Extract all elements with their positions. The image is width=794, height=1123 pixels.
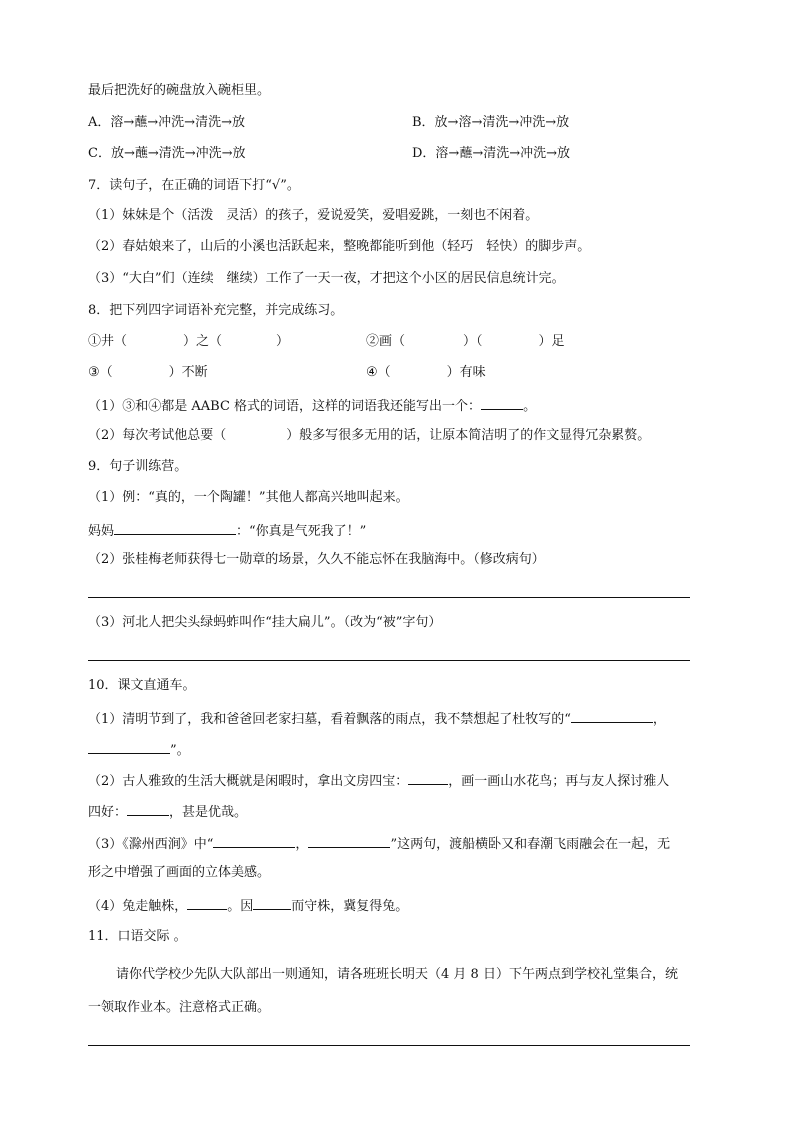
q10-sub-2 (88, 770, 669, 791)
q10-sub-3-end: ”这两句，渡船横卧又和春潮飞雨融会在一起，无 (390, 837, 671, 852)
q10-sub-2-l2-pre: 四好： (88, 805, 128, 820)
q8-idiom-4-end: ）有味 (446, 365, 486, 380)
q8-sub-2-text: （2）每次考试他总要（ (88, 428, 227, 443)
q11-title: 11．口语交际 。 (88, 929, 187, 944)
answer-line[interactable] (88, 1045, 690, 1046)
q8-idiom-1-end: ） (276, 334, 290, 349)
q10-sub-2-l2-end: ，甚是优哉。 (169, 805, 248, 820)
q10-sub-2-text: （2）古人雅致的生活大概就是闲暇时，拿出文房四宝： (88, 774, 409, 789)
q10-sub-1 (88, 708, 666, 729)
q11-paragraph-line-2: 一领取作业本。注意格式正确。 (88, 1000, 271, 1015)
q8-idiom-4 (366, 364, 486, 382)
answer-blank[interactable] (308, 833, 390, 848)
q10-sub-3-text: （3）《滁州西涧》中“ (88, 837, 214, 852)
q7-title: 7．读句子，在正确的词语下打“√”。 (88, 178, 300, 193)
answer-line[interactable] (88, 597, 690, 598)
answer-blank[interactable] (127, 801, 169, 816)
q9-sub-3: （3）河北人把尖头绿蚂蚱叫作“挂大扁儿”。（改为“被”字句） (88, 615, 442, 630)
q8-idiom-3 (88, 364, 208, 382)
q8-idiom-1 (88, 333, 289, 351)
q7-item-1: （1）妹妹是个（活泼 灵活）的孩子，爱说爱笑，爱唱爱跳，一刻也不闲着。 (88, 208, 539, 223)
q8-sub-1 (88, 395, 536, 416)
q8-title: 8．把下列四字词语补充完整，并完成练习。 (88, 303, 344, 318)
q9-sub-2: （2）张桂梅老师获得七一勋章的场景，久久不能忘怀在我脑海中。（修改病句） (88, 552, 545, 567)
q8-idiom-2-end: ）足 (538, 334, 565, 349)
q10-sub-3-line-2: 形之中增强了画面的立体美感。 (88, 865, 271, 880)
answer-blank[interactable] (253, 895, 291, 910)
q9-title: 9．句子训练营。 (88, 459, 188, 474)
answer-blank[interactable] (88, 739, 170, 754)
answer-blank[interactable] (481, 395, 523, 410)
q6-option-c: C．放→蘸→清洗→冲洗→放 (88, 146, 246, 161)
q10-sub-3 (88, 833, 670, 854)
q10-title: 10．课文直通车。 (88, 678, 196, 693)
answer-blank[interactable] (213, 833, 295, 848)
q6-option-a: A．溶→蘸→冲洗→清洗→放 (88, 115, 245, 130)
q10-sub-4-mid: 。因 (227, 899, 254, 914)
answer-blank[interactable] (571, 708, 653, 723)
q8-sub-1-text: （1）③和④都是 AABC 格式的词语，这样的词语我还能写出一个： (88, 399, 482, 414)
q8-sub-2-end: ）般多写很多无用的话，让原本简洁明了的作文显得冗杂累赘。 (286, 428, 651, 443)
q10-sub-3-comma: ， (295, 837, 309, 852)
q7-item-3: （3）“大白”们（连续 继续）工作了一天一夜，才把这个小区的居民信息统计完。 (88, 271, 565, 286)
q10-sub-2-mid: ，画一画山水花鸟；再与友人探讨雅人 (448, 774, 670, 789)
q8-idiom-2-mid: ）（ (463, 334, 483, 349)
answer-blank[interactable] (114, 520, 236, 535)
q7-item-2: （2）春姑娘来了，山后的小溪也活跃起来，整晚都能听到他（轻巧 轻快）的脚步声。 (88, 239, 591, 254)
q8-idiom-1-pre: ①井（ (88, 334, 128, 349)
q9-sub-1: （1）例：“真的，一个陶罐！”其他人都高兴地叫起来。 (88, 490, 409, 505)
q11-paragraph-line-1: 请你代学校少先队大队部出一则通知，请各班班长明天（4 月 8 日）下午两点到学校礼堂集合，统 (116, 967, 678, 982)
q6-tail-text: 最后把洗好的碗盘放入碗柜里。 (88, 83, 271, 98)
q10-sub-4 (88, 895, 408, 916)
answer-line[interactable] (88, 660, 690, 661)
q9-mom-pre: 妈妈 (88, 524, 115, 539)
q10-sub-1-text: （1）清明节到了，我和爸爸回老家扫墓，看着飘落的雨点，我不禁想起了杜牧写的“ (88, 712, 571, 727)
q10-sub-1-line-2 (88, 739, 190, 760)
q10-sub-1-close: ”。 (170, 743, 190, 758)
q6-option-d: D．溶→蘸→清洗→冲洗→放 (412, 146, 570, 161)
q10-sub-1-comma: ， (652, 712, 666, 727)
q8-idiom-4-pre: ④（ (366, 365, 391, 380)
q8-sub-1-end: 。 (523, 399, 537, 414)
answer-blank[interactable] (408, 770, 448, 785)
q10-sub-4-text: （4）兔走触株， (88, 899, 188, 914)
q8-idiom-2 (366, 333, 565, 351)
q10-sub-4-end: 而守株，冀复得兔。 (291, 899, 409, 914)
q10-sub-2-line-2 (88, 801, 247, 822)
q8-idiom-2-pre: ②画（ (366, 334, 406, 349)
q8-sub-2 (88, 427, 650, 445)
q8-idiom-3-end: ）不断 (168, 365, 208, 380)
answer-blank[interactable] (187, 895, 227, 910)
q9-mom-line (88, 520, 366, 541)
q8-idiom-3-pre: ③（ (88, 365, 113, 380)
q8-idiom-1-mid: ）之（ (183, 334, 223, 349)
q9-mom-end: ：“你真是气死我了！” (236, 524, 367, 539)
q6-option-b: B．放→溶→清洗→冲洗→放 (412, 115, 570, 130)
